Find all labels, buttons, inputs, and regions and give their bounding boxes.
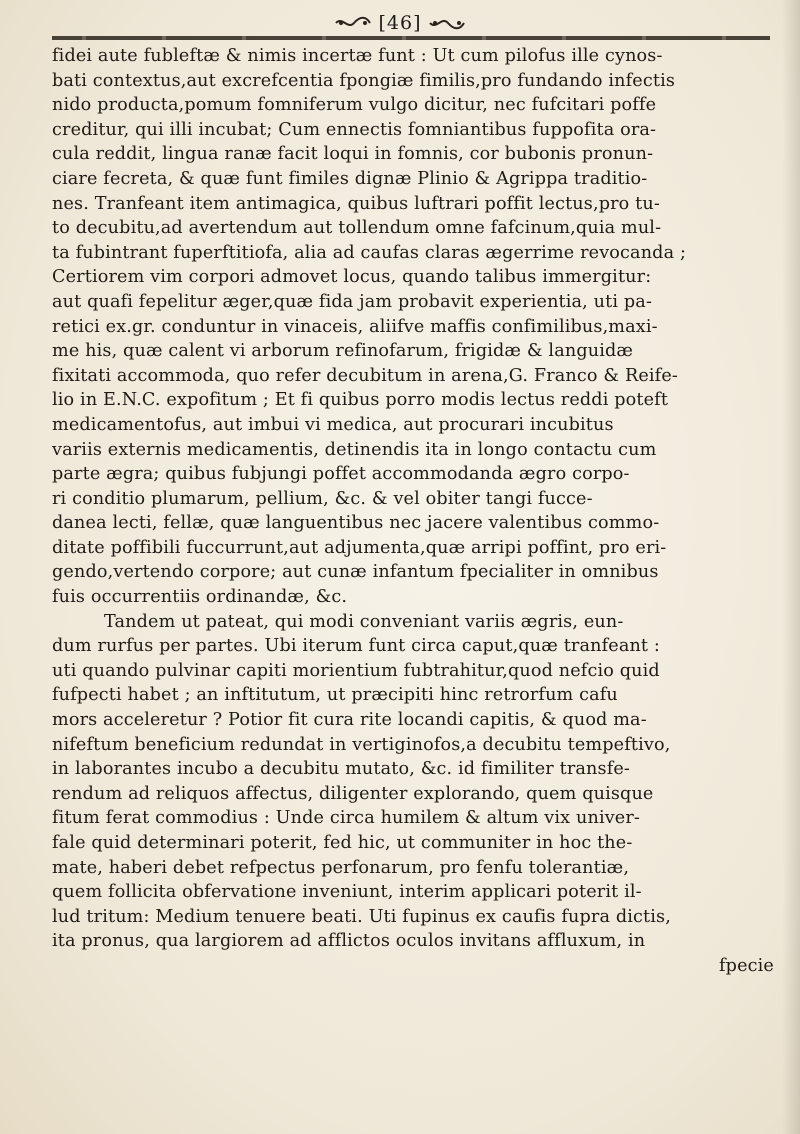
- text-line: fpecie: [719, 955, 774, 976]
- body-text: [52, 44, 774, 979]
- page-edge-shadow: [782, 0, 800, 1134]
- text-line: creditur, qui illi incubat; Cum ennectis fomniantibus fuppofita ora-: [52, 119, 657, 140]
- text-line: ta fubintrant fuperftitiofa, alia ad caufas claras ægerrime revocanda ;: [52, 242, 687, 263]
- text-line: me his, quæ calent vi arborum refinofarum, frigidæ & languidæ: [52, 341, 634, 362]
- text-line: in laborantes incubo a decubitu mutato, &c. id fimiliter transfe-: [52, 759, 631, 780]
- text-line: ciare fecreta, & quæ funt fimiles dignæ Plinio & Agrippa traditio-: [52, 168, 648, 189]
- text-line: Certiorem vim corpori admovet locus, quando talibus immergitur:: [52, 267, 652, 288]
- text-line: cula reddit, lingua ranæ facit loqui in fomnis, cor bubonis pronun-: [52, 144, 654, 165]
- text-line: danea lecti, fellæ, quæ languentibus nec jacere valentibus commo-: [52, 513, 660, 534]
- text-line: bati contextus,aut excrefcentia fpongiæ fimilis,pro fundando infectis: [52, 70, 676, 91]
- right-ornament-icon: [428, 15, 466, 31]
- text-line: nido producta,pomum fomniferum vulgo dicitur, nec fufcitari poffe: [52, 95, 657, 116]
- page-number: [46]: [378, 12, 422, 34]
- text-line: quem follicita obfervatione inveniunt, interim applicari poterit il-: [52, 882, 642, 903]
- text-line: rendum ad reliquos affectus, diligenter explorando, quem quisque: [52, 783, 654, 804]
- text-line: lio in E.N.C. expofitum ; Et fi quibus porro modis lectus reddi poteft: [52, 390, 669, 411]
- text-line: parte ægra; quibus fubjungi poffet accommodanda ægro corpo-: [52, 464, 630, 485]
- text-line: gendo,vertendo corpore; aut cunæ infantum fpecialiter in omnibus: [52, 562, 659, 583]
- text-line: medicamentofus, aut imbui vi medica, aut procurari incubitus: [52, 414, 614, 435]
- text-line: fidei aute fubleftæ & nimis incertæ funt : Ut cum pilofus ille cynos-: [52, 46, 663, 66]
- text-line: retici ex.gr. conduntur in vinaceis, aliifve maffis confimilibus,maxi-: [52, 316, 658, 337]
- left-ornament-icon: [334, 15, 372, 31]
- text-line: ri conditio plumarum, pellium, &c. & vel obiter tangi fucce-: [52, 488, 593, 509]
- text-line: uti quando pulvinar capiti morientium fubtrahitur,quod nefcio quid: [52, 660, 660, 681]
- text-line: dum rurfus per partes. Ubi iterum funt circa caput,quæ tranfeant :: [52, 636, 660, 657]
- text-line: to decubitu,ad avertendum aut tollendum omne fafcinum,quia mul-: [52, 218, 662, 239]
- text-line: fitum ferat commodius : Unde circa humilem & altum vix univer-: [52, 808, 641, 829]
- text-line: fixitati accommoda, quo refer decubitum in arena,G. Franco & Reife-: [52, 365, 678, 386]
- text-line: lud tritum: Medium tenuere beati. Uti fupinus ex caufis fupra dictis,: [52, 906, 671, 927]
- text-line: fale quid determinari poterit, fed hic, ut communiter in hoc the-: [52, 833, 633, 853]
- header-rule: [52, 36, 770, 40]
- text-line: ditate poffibili fuccurrunt,aut adjumenta,quæ arripi poffint, pro eri-: [52, 537, 667, 558]
- text-line: fufpecti habet ; an inftitutum, ut præcipiti hinc retrorfum cafu: [52, 685, 618, 706]
- text-line: ita pronus, qua largiorem ad afflictos oculos invitans affluxum, in: [52, 931, 646, 952]
- text-line: nifeftum beneficium redundat in vertiginofos,a decubitu tempeftivo,: [52, 734, 671, 755]
- text-line: mors acceleretur ? Potior fit cura rite locandi capitis, & quod ma-: [52, 710, 647, 731]
- text-line: variis externis medicamentis, detinendis ita in longo contactu cum: [52, 439, 657, 460]
- text-line: nes. Tranfeant item antimagica, quibus luftrari poffit lectus,pro tu-: [52, 193, 660, 214]
- paragraph-start-line: Tandem ut pateat, qui modi conveniant variis ægris, eun-: [104, 611, 624, 632]
- page-header: [0, 8, 800, 38]
- text-line: fuis occurrentiis ordinandæ, &c.: [52, 587, 348, 608]
- text-line: aut quafi fepelitur æger,quæ fida jam probavit experientia, uti pa-: [52, 291, 653, 312]
- text-line: mate, haberi debet refpectus perfonarum, pro fenfu tolerantiæ,: [52, 857, 630, 878]
